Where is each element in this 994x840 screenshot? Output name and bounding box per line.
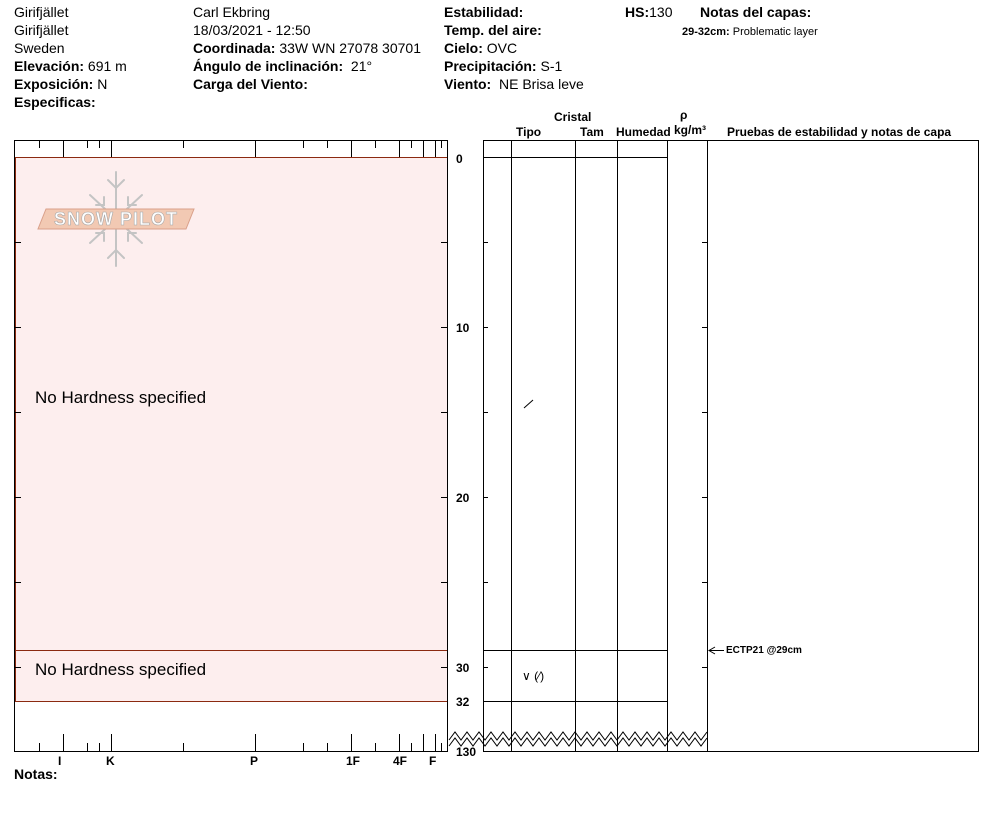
aspect-label: Exposición: [14, 76, 94, 92]
wind-load-label: Carga del Viento: [193, 76, 308, 92]
wind-label: Viento: [444, 76, 492, 92]
layer-note-text: Problematic layer [732, 26, 818, 38]
depth-label-0: 0 [456, 152, 463, 166]
sky-label: Cielo: [444, 40, 483, 56]
wind-value: NE Brisa leve [498, 76, 584, 92]
layer-table [483, 140, 979, 752]
hardness-label-p: P [250, 754, 259, 768]
notes-label: Notas: [14, 766, 58, 782]
hs-label: HS: [625, 4, 650, 20]
precipitation-label: Precipitación: [444, 58, 537, 74]
layer-notes-label: Notas del capas: [700, 4, 812, 20]
aspect-value: N [97, 76, 108, 92]
type-header: Tipo [516, 125, 542, 139]
snowpilot-logo-text: SNOW PILOT [54, 209, 178, 229]
stability-test-arrow-icon [709, 647, 724, 654]
stability-label: Estabilidad: [444, 4, 524, 20]
stability-test-label: ECTP21 @29cm [726, 645, 802, 656]
depth-label-130: 130 [456, 745, 477, 759]
layer-2-hardness-text: No Hardness specified [35, 660, 207, 679]
coordinate-label: Coordinada: [193, 40, 276, 56]
hardness-label-i: I [58, 754, 62, 768]
coordinate-value: 33W WN 27078 30701 [279, 40, 421, 56]
tests-header: Pruebas de estabilidad y notas de capa [727, 125, 952, 139]
slope-value: 21° [350, 58, 373, 74]
hardness-label-k: K [106, 754, 115, 768]
hs-value: 130 [649, 4, 673, 20]
crystal-header: Cristal [554, 110, 592, 124]
slope-label: Ángulo de inclinación: [193, 58, 344, 74]
moisture-header: Humedad [616, 125, 671, 139]
hardness-label-4f: 4F [393, 754, 408, 768]
layer-2-grain-symbols: ∨ (⁄) [522, 669, 545, 683]
elevation-value: 691 m [87, 58, 127, 74]
sky-value: OVC [486, 40, 518, 56]
layer-note-range: 29-32cm: [682, 26, 730, 38]
depth-label-30: 30 [456, 661, 470, 675]
precipitation-value: S-1 [540, 58, 563, 74]
layer-1-hardness-text: No Hardness specified [35, 388, 207, 407]
depth-label-20: 20 [456, 491, 470, 505]
air-temp-label: Temp. del aire: [444, 22, 542, 38]
depth-label-32: 32 [456, 695, 470, 709]
depth-label-10: 10 [456, 321, 470, 335]
observation-datetime: 18/03/2021 - 12:50 [193, 22, 311, 38]
hardness-label-f: F [429, 754, 437, 768]
location-name: Girifjället [14, 4, 69, 20]
hardness-label-1f: 1F [346, 754, 361, 768]
size-header: Tam [580, 125, 604, 139]
specifics-label: Especificas: [14, 94, 96, 110]
region-name: Girifjället [14, 22, 69, 38]
observer-name: Carl Ekbring [193, 4, 271, 20]
elevation-label: Elevación: [14, 58, 85, 74]
depth-break-marker [449, 732, 707, 746]
rho-header: ρ [680, 108, 688, 122]
density-unit-header: kg/m³ [674, 123, 707, 137]
country-name: Sweden [14, 40, 65, 56]
grain-symbol-facet-icon [524, 400, 533, 408]
